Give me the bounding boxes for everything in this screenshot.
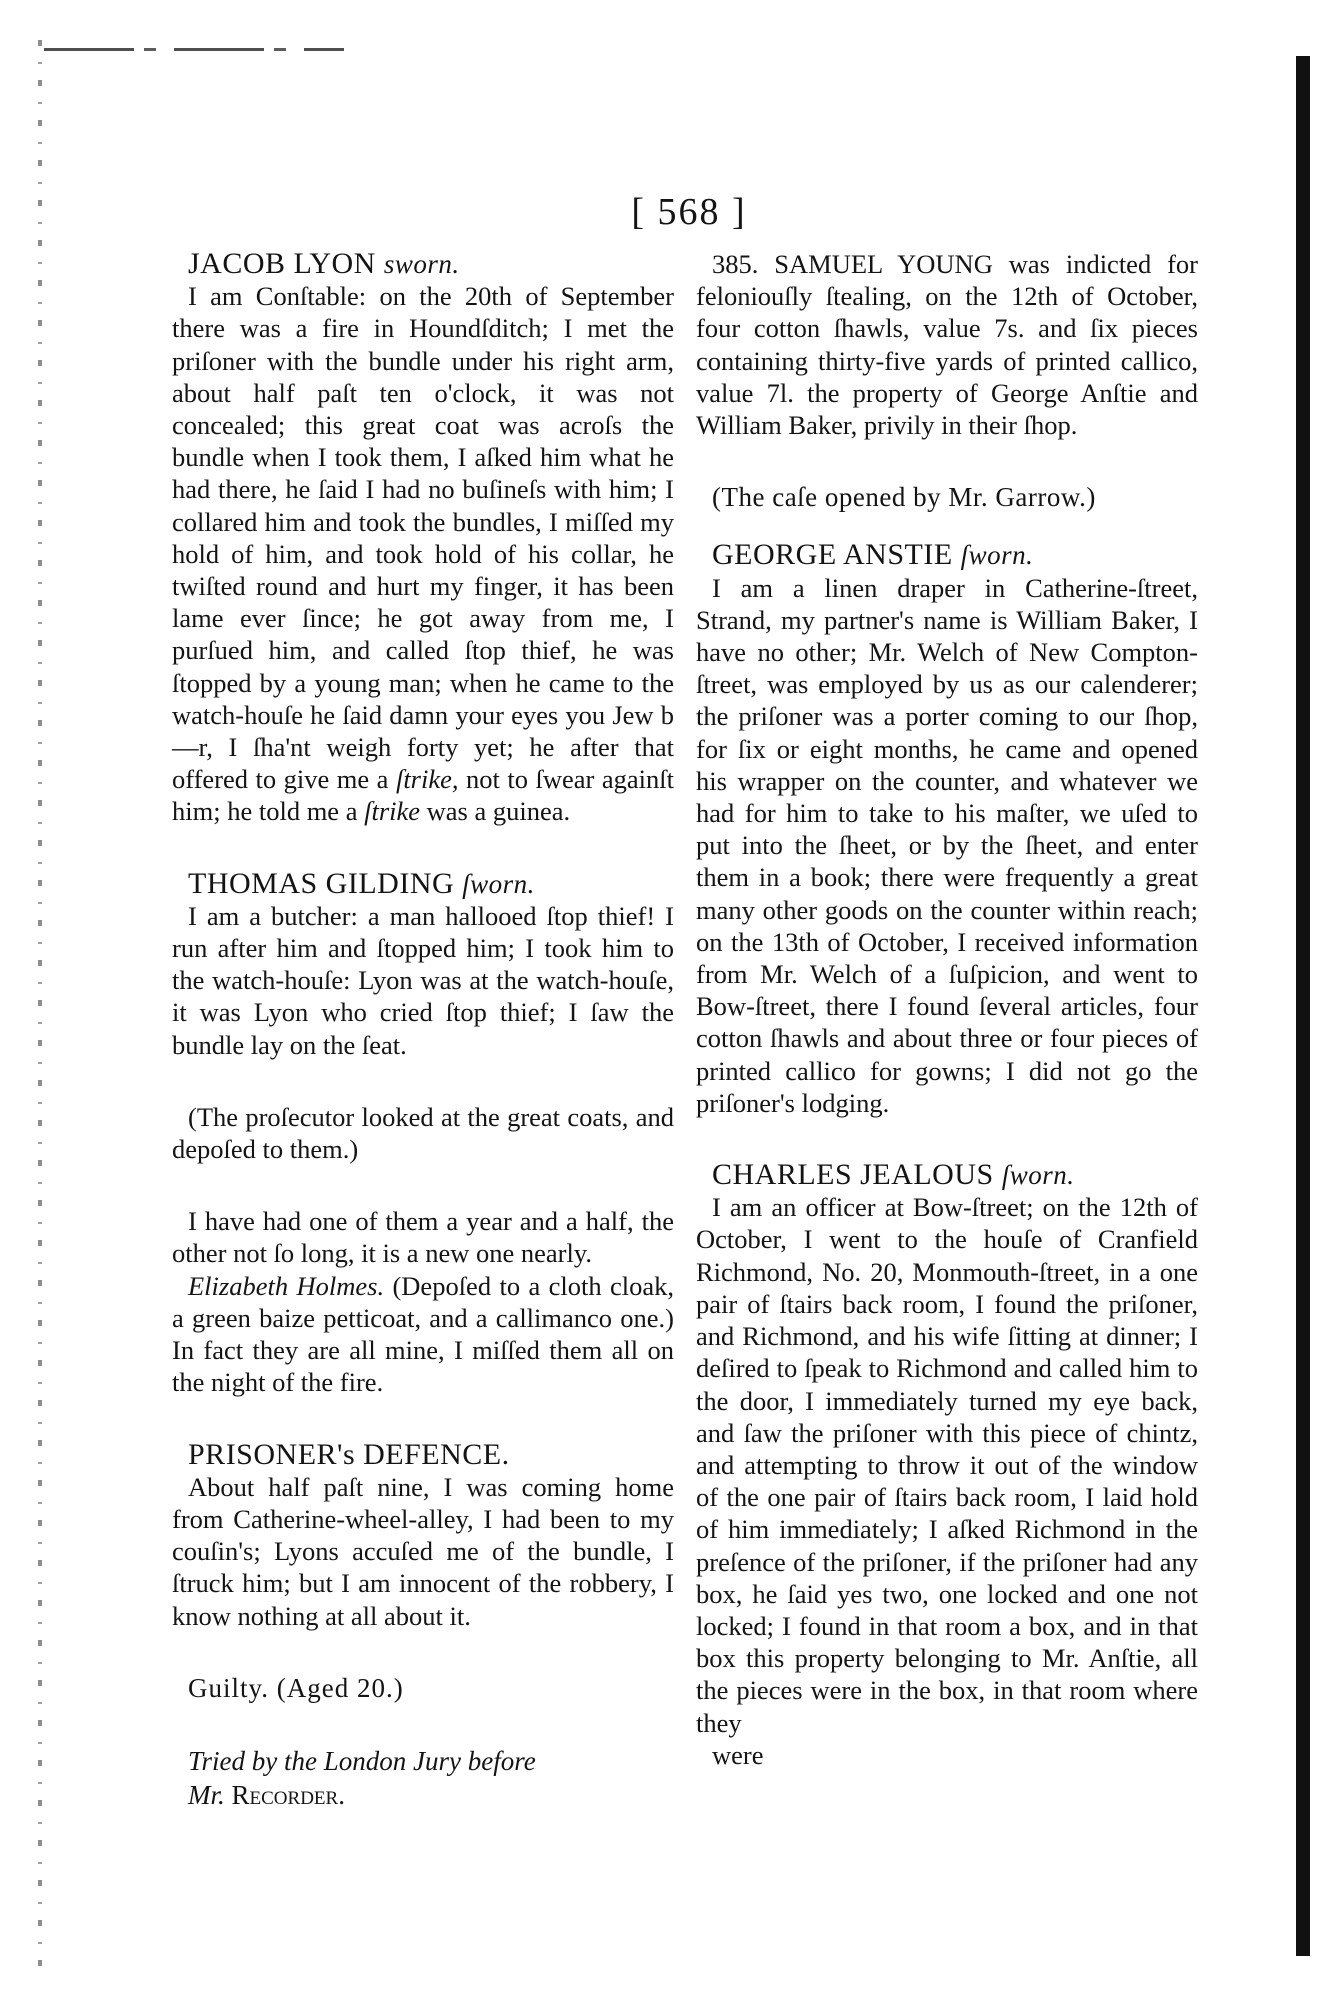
case-opened-note: (The caſe opened by Mr. Garrow.) (712, 482, 1096, 513)
testimony-paragraph: I am an officer at Bow-ſtreet; on the 12th of October, I went to the houſe of Cranfield Richmond, No. 20, Monmouth-ſtreet, in a one pair of ſtairs back room, I found the priſoner, and Richmond, and his wife ſitting at dinner; I deſired to ſpeak to Richmond and called him to the door, I immediately turned my eye back, and ſaw the priſoner with this piece of chintz, and attempting to throw it out of the window of the one pair of ſtairs back room, I laid hold of him immediately; I aſked Richmond in the preſence of the priſoner, if the priſoner had any box, he ſaid yes two, one locked and one not locked; I found in that room a box, and in that box this property belonging to Mr. Anſtie, all the pieces were in the box, in that room where they (696, 1192, 1198, 1738)
witness-name: THOMAS GILDING (188, 866, 455, 900)
witness-name: JACOB LYON (188, 247, 376, 280)
testimony-paragraph: I am a linen draper in Catherine-ſtreet, Strand, my partner's name is William Baker, I have no other; Mr. Welch of New Compton-ſtreet, was employed by us as our calenderer; the priſoner was a porter coming to our ſhop, for ſix or eight months, he came and opened his wrapper on the counter, and whatever we had for him to take to his maſter, we uſed to put into the ſheet, or by the ſheet, and enter them in a book; there were frequently a great many other goods on the counter within reach; on the 13th of October, I received information from Mr. Welch of a ſuſpicion, and went to Bow-ſtreet, there I found ſeveral articles, four cotton ſhawls and about three or four pieces of printed callico for gowns; I did not go the priſoner's lodging. (696, 572, 1198, 1118)
sworn-label: sworn. (383, 249, 460, 279)
recorder-name: Recorder. (231, 1779, 345, 1810)
left-column (172, 248, 674, 1812)
testimony-text: (Depoſed to a cloth cloak, a green baize petticoat, and a callimanco one.) In fact they are all mine, I miſſed them all on the night of the fire. (172, 1270, 674, 1398)
defence-heading: PRISONER's DEFENCE. (188, 1437, 510, 1471)
testimony-paragraph (172, 1270, 674, 1399)
testimony-paragraph: I have had one of them a year and a half, the other not ſo long, it is a new one nearly. (172, 1206, 674, 1269)
scan-edge-right (1296, 56, 1310, 1956)
defence-paragraph: About half paſt nine, I was coming home from Catherine-wheel-alley, I had been to my couſin's; Lyons accuſed me of the bundle, I ſtruck him; but I am innocent of the robbery, I know nothing at all about it. (172, 1471, 674, 1631)
witness-name: GEORGE ANSTIE (712, 538, 953, 572)
testimony-text: I am Conſtable: on the 20th of September there was a fire in Houndſditch; I met the priſoner with the bundle under his right arm, about half paſt ten o'clock, it was not concealed; this great coat was acroſs the bundle when I took them, I aſked him what he had there, he ſaid I had no buſineſs with him; I collared him and took the bundles, I miſſed my hold of him, and took hold of his collar, he twiſted round and hurt my finger, it has been lame ever ſince; he got away from me, I purſued him, and called ſtop thief, he was ſtopped by a young man; when he came to the watch-houſe he ſaid damn your eyes you Jew b—r, I ſha'nt weigh forty yet; he after that offered to give me a (172, 281, 674, 795)
witness-heading-jacob-lyon (172, 248, 674, 280)
witness-heading-george-anstie (696, 539, 1198, 571)
sworn-label: ſworn. (462, 868, 535, 899)
recorder-title: Mr. (188, 1779, 225, 1810)
scan-edge-left (38, 40, 42, 1970)
italic-word: ſtrike (364, 796, 421, 827)
right-column (696, 248, 1198, 1771)
catchword: were (712, 1739, 764, 1770)
recorder-line (172, 1778, 674, 1812)
procedural-note: (The proſecutor looked at the great coats, and depoſed to them.) (172, 1101, 674, 1165)
sworn-label: ſworn. (1001, 1160, 1075, 1191)
testimony-text: not to ſwear againſt him; he told me a (172, 764, 674, 827)
verdict: Guilty. (Aged 20.) (188, 1672, 404, 1703)
testimony-paragraph: I am a butcher: a man hallooed ſtop thief! I run after him and ſtopped him; I took him to the watch-houſe: Lyon was at the watch-houſe, it was Lyon who cried ſtop thief; I ſaw the bundle lay on the ſeat. (172, 900, 674, 1060)
witness-heading-thomas-gilding (172, 868, 674, 900)
sworn-label: ſworn. (960, 540, 1034, 571)
witness-name: Elizabeth Holmes. (188, 1270, 385, 1301)
tried-by-line: Tried by the London Jury before (188, 1745, 536, 1776)
indictment-paragraph: 385. SAMUEL YOUNG was indicted for feloniouſly ſtealing, on the 12th of October, four cotton ſhawls, value 7s. and ſix pieces containing thirty-five yards of printed callico, value 7l. the property of George Anſtie and William Baker, privily in their ſhop. (696, 249, 1198, 441)
witness-heading-charles-jealous (696, 1159, 1198, 1191)
testimony-text: was a guinea. (426, 796, 571, 827)
testimony-paragraph (172, 280, 674, 827)
witness-name: CHARLES JEALOUS (712, 1158, 994, 1192)
italic-word: ſtrike, (395, 764, 459, 795)
page-number: [ 568 ] (631, 191, 747, 233)
scan-edge-top (44, 48, 344, 51)
